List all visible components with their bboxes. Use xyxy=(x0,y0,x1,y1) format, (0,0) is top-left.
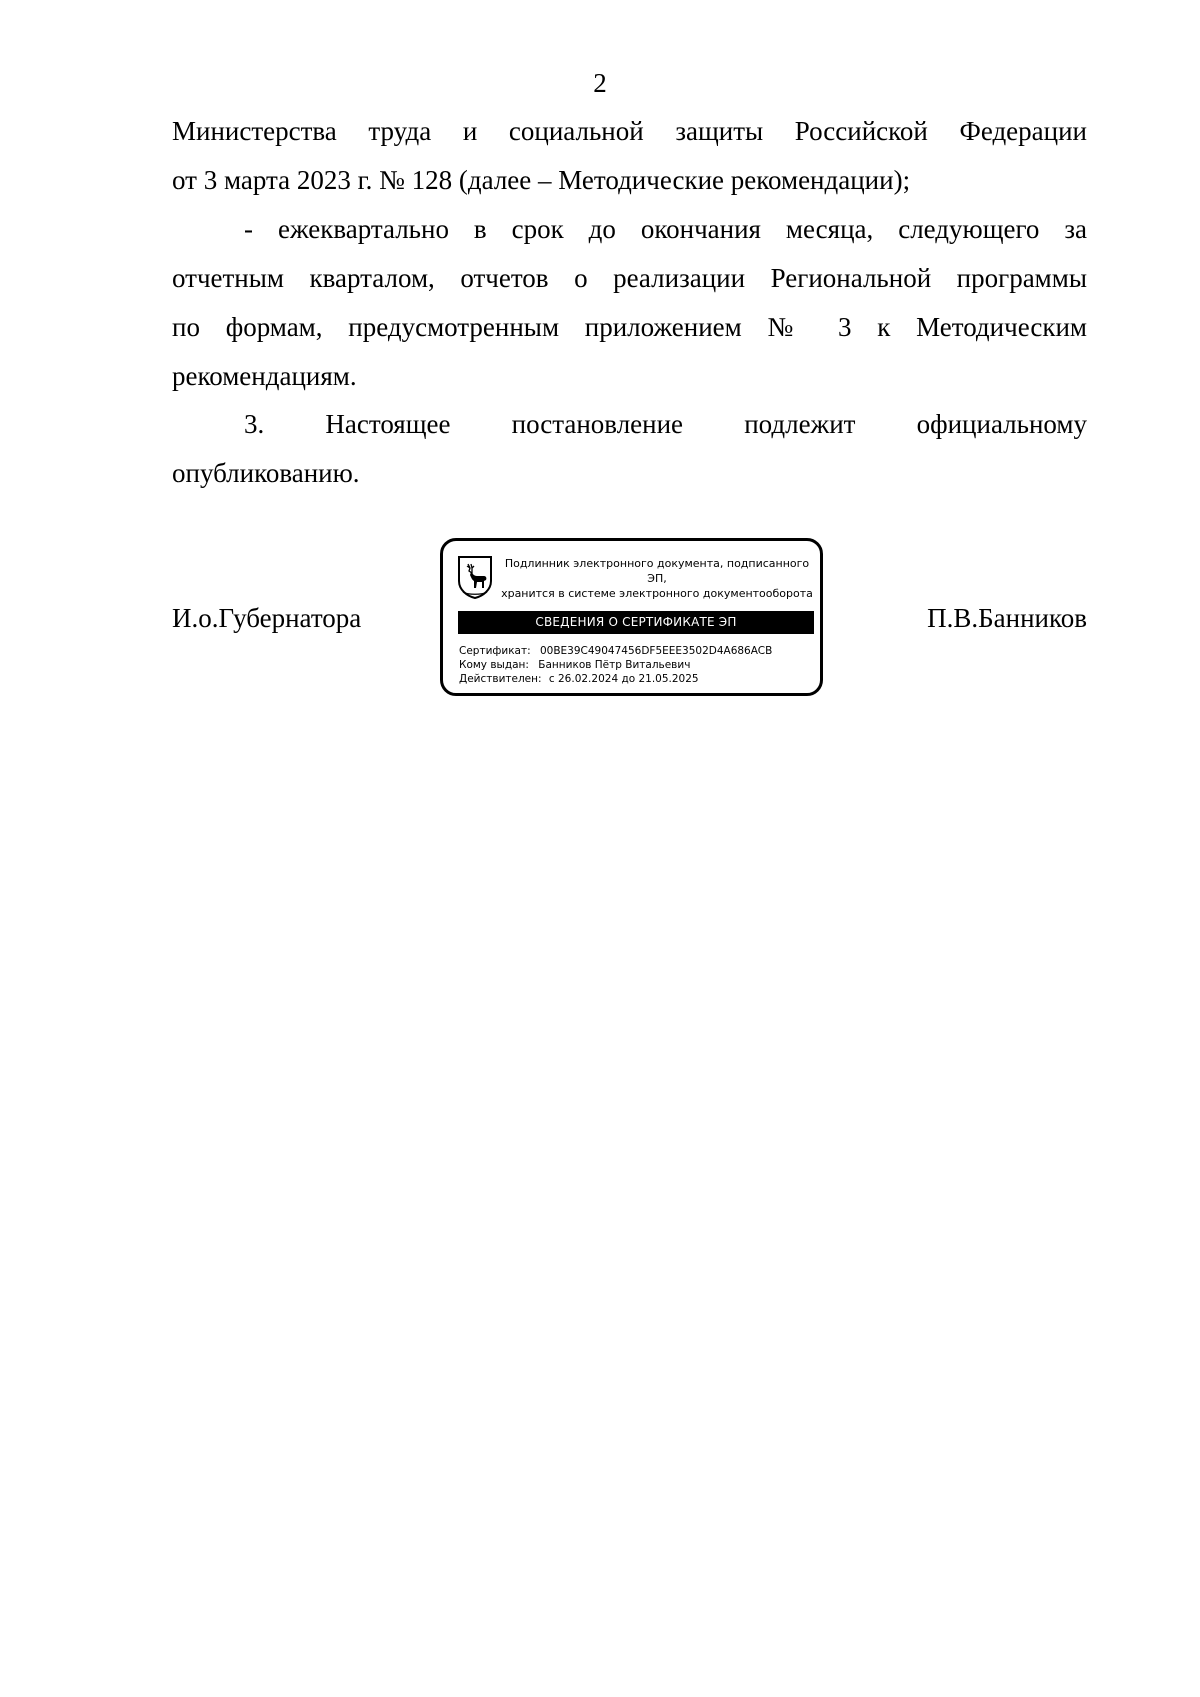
signer-title: И.о.Губернатора xyxy=(172,603,362,633)
paragraph-line: - ежеквартально в срок до окончания месяца, следующего за xyxy=(244,214,1087,244)
issued-to-value: Банников Пётр Витальевич xyxy=(538,659,691,671)
paragraph-quarterly-reports xyxy=(172,205,1087,401)
issued-to-label: Кому выдан: xyxy=(459,659,529,671)
certificate-info-bar: СВЕДЕНИЯ О СЕРТИФИКАТЕ ЭП xyxy=(458,611,814,634)
paragraph-line: опубликованию. xyxy=(172,458,360,488)
stamp-header-line: хранится в системе электронного документооборота xyxy=(501,587,813,600)
validity-label: Действителен: xyxy=(459,673,542,685)
certificate-row xyxy=(459,644,772,658)
paragraph-line: рекомендациям. xyxy=(172,361,357,391)
paragraph-line: по формам, предусмотренным приложением № 3 к Методическим xyxy=(172,312,1087,342)
signer-name: П.В.Банников xyxy=(927,603,1087,633)
validity-row xyxy=(459,672,772,686)
validity-value: с 26.02.2024 до 21.05.2025 xyxy=(548,673,699,685)
paragraph-publication xyxy=(172,400,1087,498)
certificate-value: 00BE39C49047456DF5EEE3502D4A686ACB xyxy=(539,645,773,657)
certificate-details xyxy=(459,644,772,686)
paragraph-line: Министерства труда и социальной защиты Российской Федерации xyxy=(172,116,1087,146)
electronic-signature-stamp xyxy=(440,538,823,696)
stamp-header xyxy=(497,556,817,601)
nizhny-novgorod-deer-emblem-icon xyxy=(457,555,493,599)
paragraph-line: от 3 марта 2023 г. № 128 (далее – Методические рекомендации); xyxy=(172,165,911,195)
certificate-label: Сертификат: xyxy=(459,645,531,657)
stamp-header-line: Подлинник электронного документа, подписанного ЭП, xyxy=(504,557,810,585)
page-number: 2 xyxy=(593,68,607,98)
paragraph-continuation xyxy=(172,107,1087,205)
issued-to-row xyxy=(459,658,772,672)
paragraph-line: 3. Настоящее постановление подлежит официальному xyxy=(244,409,1087,439)
paragraph-line: отчетным кварталом, отчетов о реализации Региональной программы xyxy=(172,263,1087,293)
